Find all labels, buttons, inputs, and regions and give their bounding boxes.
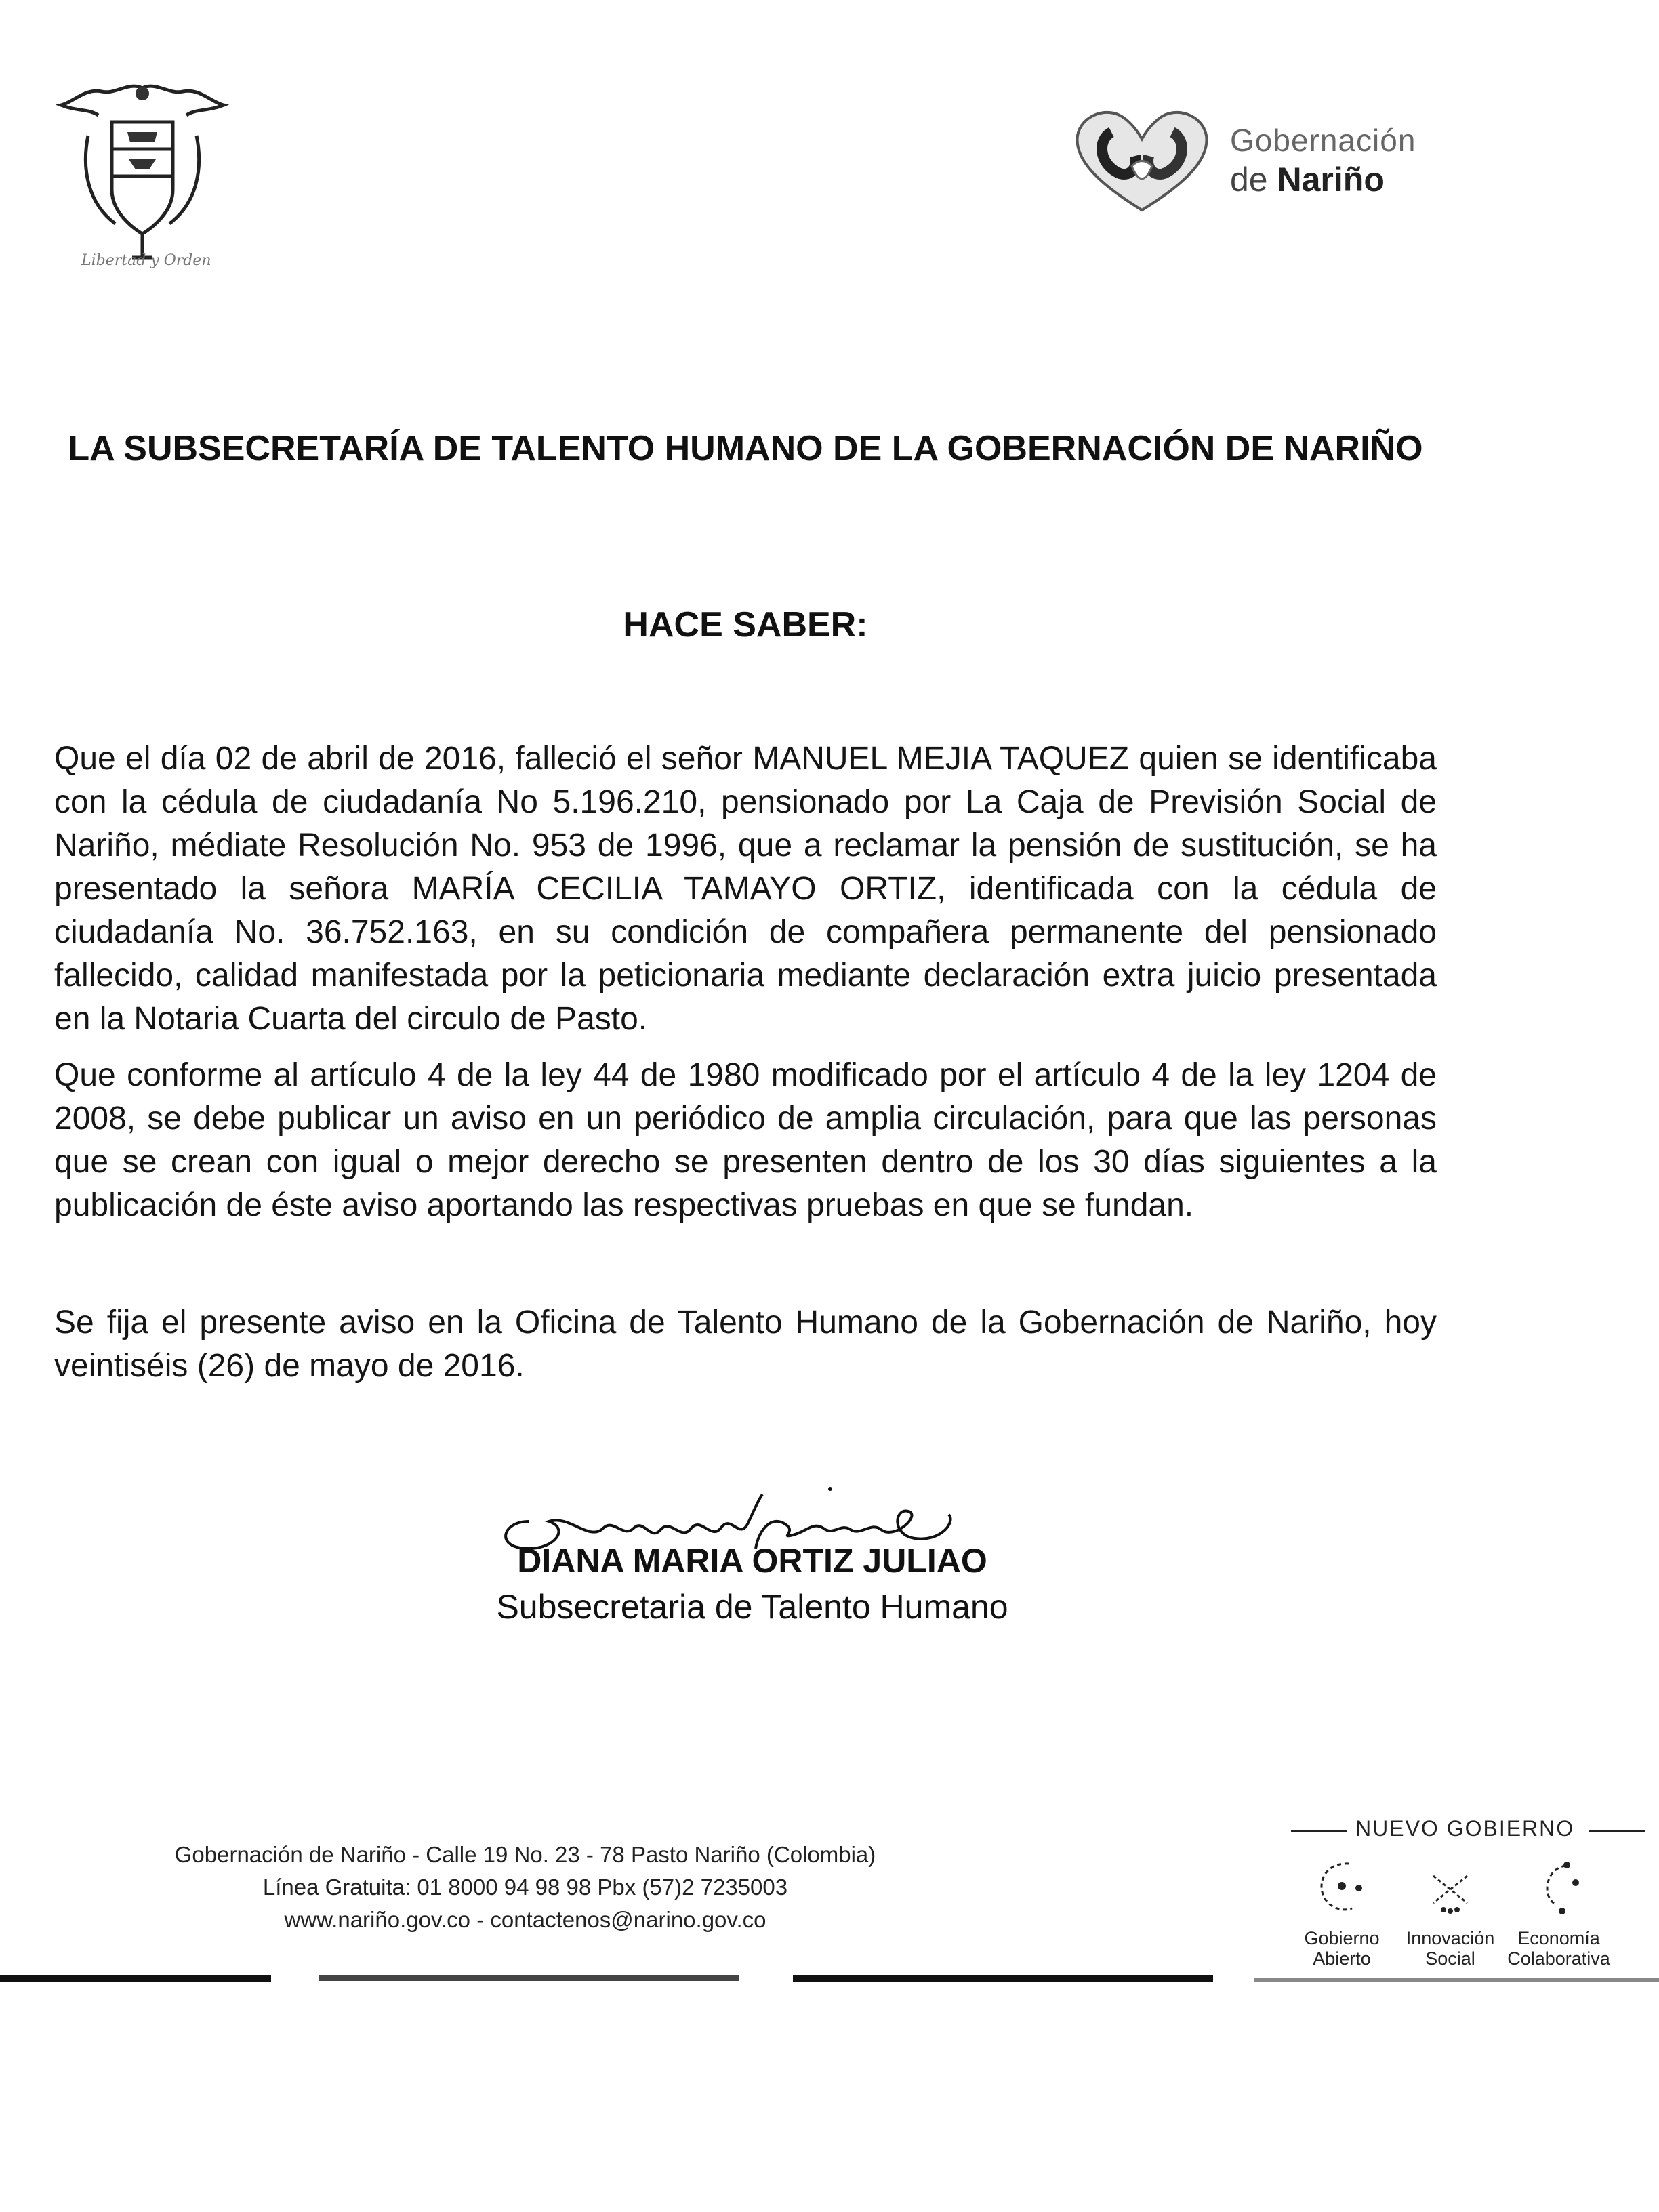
footer-rule xyxy=(1254,1978,1659,1982)
paragraph-3: Se fija el presente aviso en la Oficina de Talento Humano de la Gobernación de Nariño, hoy veintiséis (26) de mayo de 2016. xyxy=(54,1305,1437,1384)
footer-web-email: www.nariño.gov.co - contactenos@narino.gov.co xyxy=(284,1907,766,1932)
paragraph-1: Que el día 02 de abril de 2016, falleció el señor MANUEL MEJIA TAQUEZ quien se identificaba con la cédula de ciudadanía No 5.196.210, pensionado por La Caja de Previsión Social de Nariño, médiate Resolución No. 953 de 1996, que a reclamar la pensión de sustitución, se ha presentado la señora MARÍA CECILIA TAMAYO ORTIZ, identificada con la cédula de ciudadanía No. 36.752.163, en su condición de compañera permanente del pensionado fallecido, calidad manifestada por la peticionaria mediante declaración extra juicio presentada en la Notaria Cuarta del circulo de Pasto. xyxy=(54,741,1437,1037)
footer-rule xyxy=(0,1975,271,1982)
pillar-line2: Abierto xyxy=(1313,1948,1371,1969)
logo-text-gobernacion: Gobernación xyxy=(1230,123,1416,158)
pillar-line1: Gobierno xyxy=(1304,1928,1380,1948)
economia-colaborativa-icon xyxy=(1491,1856,1626,1920)
coat-motto: Libertad y Orden xyxy=(81,252,211,269)
footer-address: Gobernación de Nariño - Calle 19 No. 23 - 78 Pasto Nariño (Colombia) xyxy=(174,1842,876,1867)
paragraph-2: Que conforme al artículo 4 de la ley 44 de 1980 modificado por el artículo 4 de la ley 1204 de 2008, se debe publicar un aviso en un periódico de amplia circulación, para que las personas que se crean con igual o mejor derecho se presenten dentro de los 30 días siguientes a la publicación de éste aviso aportando las respectivas pruebas en que se fundan. xyxy=(54,1057,1437,1223)
nuevo-gobierno-label: NUEVO GOBIERNO xyxy=(1355,1816,1575,1841)
footer-phone: Línea Gratuita: 01 8000 94 98 98 Pbx (57)2 7235003 xyxy=(262,1875,788,1900)
coat-of-arms-icon xyxy=(47,75,237,278)
logo-text-prefix: de xyxy=(1230,161,1277,199)
document-title: LA SUBSECRETARÍA DE TALENTO HUMANO DE LA GOBERNACIÓN DE NARIÑO xyxy=(68,429,1423,468)
logo-text-bold: Nariño xyxy=(1277,161,1385,199)
footer-rule xyxy=(793,1975,1213,1982)
gobernacion-heart-logo-icon xyxy=(1071,102,1213,217)
pillar-line2: Social xyxy=(1425,1948,1475,1969)
document-subtitle: HACE SABER: xyxy=(623,605,868,644)
footer-rule xyxy=(319,1975,739,1981)
divider xyxy=(1291,1830,1347,1832)
pillar-label-economia-colaborativa xyxy=(1491,1928,1626,1969)
divider xyxy=(1589,1830,1645,1832)
nuevo-gobierno-title xyxy=(1291,1816,1643,1843)
pillar-line1: Innovación xyxy=(1406,1928,1495,1948)
signer-role: Subsecretaria de Talento Humano xyxy=(496,1588,1008,1626)
logo-text-narino xyxy=(1230,160,1385,199)
signer-name: DIANA MARIA ORTIZ JULIAO xyxy=(517,1542,987,1580)
pillar-line1: Economía xyxy=(1517,1928,1600,1948)
pillar-line2: Colaborativa xyxy=(1507,1948,1610,1969)
